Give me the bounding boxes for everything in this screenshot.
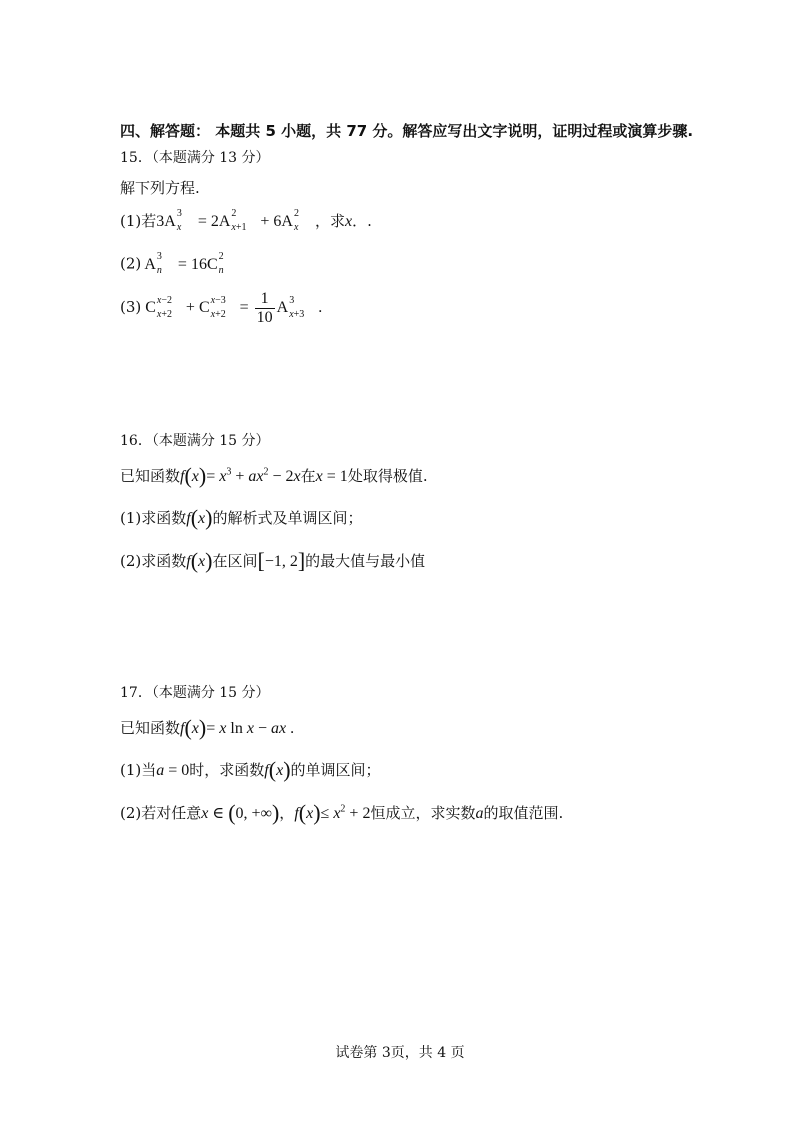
q16-part2-mid: 在区间 xyxy=(212,552,258,570)
q17-part1-label: (1)当 xyxy=(120,761,157,779)
q17-inequality: $f(x)\le x^2 + 2$ xyxy=(294,800,371,825)
q15-part1-ask: ，求 xyxy=(314,212,345,230)
q15-part1-label: (1)若 xyxy=(120,212,157,230)
q16-stem-mid: 在 xyxy=(300,467,316,485)
q16-header: 16．（本题满分 15 分） xyxy=(120,433,270,449)
q16-part2-ask: 的最大值与最小值 xyxy=(305,552,426,570)
q16-part1-label: (1)求函数 xyxy=(120,509,187,527)
q16-stem xyxy=(120,463,428,489)
q17-part2 xyxy=(120,800,563,826)
q17-part1-ask: 的单调区间； xyxy=(290,761,381,779)
q16-part1-fx: f(x) xyxy=(186,505,213,530)
q15-part1-var: x xyxy=(344,213,353,230)
q16-interval: [−1, 2] xyxy=(257,548,306,573)
q15-part2 xyxy=(120,253,240,277)
q15-part1-equation: 3A 3 x = 2A 2 x+1 + 6A 2 x xyxy=(156,208,299,234)
q17-stem-label: 已知函数 xyxy=(120,719,181,737)
q15-part2-equation: A 3 n = 16C 2 n xyxy=(141,251,224,276)
q15-part2-label: (2) xyxy=(120,254,142,273)
q16-point: x = 1 xyxy=(315,468,348,485)
q15-part3 xyxy=(120,290,322,327)
q15-part1 xyxy=(120,210,372,234)
q17-part1-mid: 时，求函数 xyxy=(189,761,265,779)
q16-part2 xyxy=(120,548,425,574)
q17-part1-fx: f(x) xyxy=(264,757,291,782)
page-footer: 试卷第 3页，共 4 页 xyxy=(335,1045,465,1061)
q17-part2-label: (2)若对任意 xyxy=(120,804,202,822)
q16-part1-ask: 的解析式及单调区间； xyxy=(212,509,363,527)
q17-part2-mid: ， xyxy=(279,804,295,822)
q16-part2-fx: f(x) xyxy=(186,548,213,573)
q17-domain: x ∈ (0, +∞) xyxy=(201,800,280,825)
section-heading: 四、解答题： 本题共 5 小题，共 77 分。解答应写出文字说明，证明过程或演算步骤. xyxy=(120,122,694,140)
q15-part1-tail: ．. xyxy=(352,212,372,230)
q15-header: 15．（本题满分 13 分） xyxy=(120,150,270,166)
q17-part2-ask: 恒成立，求实数 xyxy=(370,804,476,822)
q17-param: a xyxy=(475,805,484,822)
q15-part3-label: (3) xyxy=(120,298,142,317)
q17-stem xyxy=(120,715,294,741)
q16-function: $f(x)= x^3 + ax^2 - 2x$ xyxy=(180,463,301,488)
q17-condition: a = 0 xyxy=(156,762,190,779)
q16-part1 xyxy=(120,505,362,531)
q17-function: f(x)= x ln x − ax . xyxy=(180,715,295,740)
q15-intro: 解下列方程. xyxy=(120,179,200,197)
q15-part3-equation: C x−2 x+2 + C x−3 x+2 = $\frac{1}{10}$ A 3 x+3 . xyxy=(141,290,323,326)
q16-part2-label: (2)求函数 xyxy=(120,552,187,570)
q16-stem-label: 已知函数 xyxy=(120,467,181,485)
q17-part2-tail: 的取值范围. xyxy=(483,804,564,822)
q17-part1 xyxy=(120,757,381,783)
q17-header: 17．（本题满分 15 分） xyxy=(120,685,270,701)
q16-stem-suffix: 处取得极值. xyxy=(347,467,428,485)
